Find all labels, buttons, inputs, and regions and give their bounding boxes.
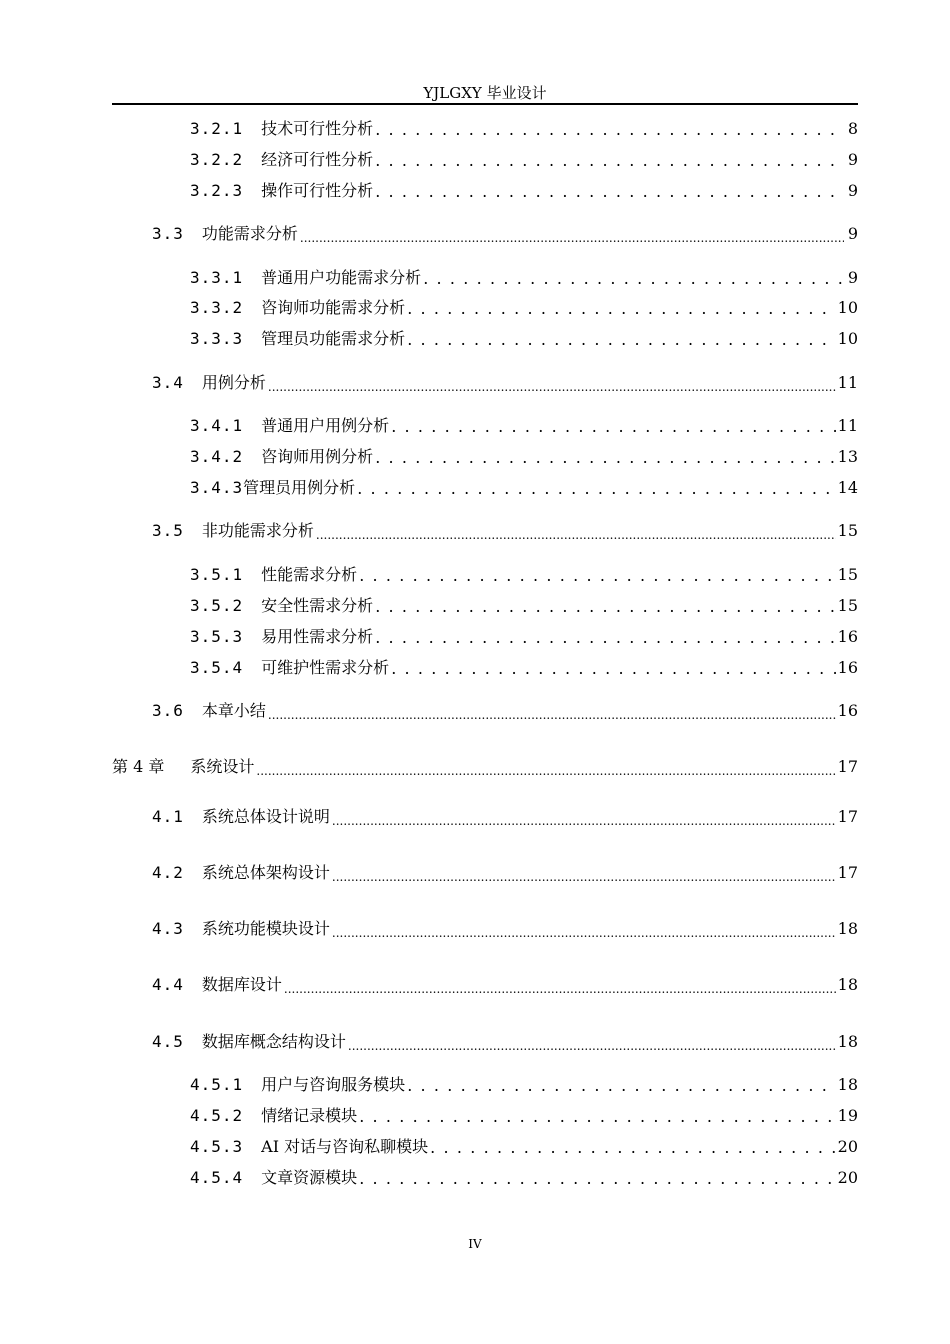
toc-leader-dots <box>375 446 835 468</box>
toc-entry[interactable] <box>152 700 858 722</box>
page-number: IV <box>468 1237 482 1251</box>
toc-entry-page: 18 <box>837 919 858 938</box>
toc-leader-dots <box>332 918 836 940</box>
toc-entry-title: 用户与咨询服务模块 <box>261 1075 406 1094</box>
toc-entry[interactable] <box>190 415 858 437</box>
toc-entry[interactable] <box>190 149 858 171</box>
toc-entry-page: 10 <box>837 329 858 348</box>
toc-entry-title: 数据库设计 <box>201 975 282 994</box>
toc-entry-title: 管理员用例分析 <box>243 478 356 497</box>
toc-leader-dots <box>423 267 844 289</box>
toc-entry[interactable] <box>190 1074 858 1096</box>
toc-entry-number: 4.5.4 <box>190 1168 244 1187</box>
toc-leader-dots <box>375 180 844 202</box>
toc-entry-page: 9 <box>847 150 858 169</box>
toc-entry-title: 文章资源模块 <box>261 1168 358 1187</box>
toc-entry-number: 3.2.3 <box>190 181 244 200</box>
toc-entry[interactable] <box>152 862 858 884</box>
toc-entry[interactable] <box>190 180 858 202</box>
toc-entry-page: 18 <box>837 975 858 994</box>
toc-entry-title: 非功能需求分析 <box>201 521 314 540</box>
toc-leader-dots <box>300 223 844 245</box>
toc-entry-title: 功能需求分析 <box>201 224 298 243</box>
toc-entry-number: 3.2.2 <box>190 150 244 169</box>
toc-entry-number: 3.3.3 <box>190 329 244 348</box>
toc-entry-page: 9 <box>847 224 858 243</box>
toc-entry-page: 20 <box>837 1137 858 1156</box>
toc-entry-number: 3.3 <box>152 224 184 243</box>
toc-entry[interactable] <box>190 328 858 350</box>
toc-entry-page: 9 <box>847 181 858 200</box>
toc-entry-title: 情绪记录模块 <box>261 1106 358 1125</box>
toc-entry[interactable] <box>190 297 858 319</box>
toc-entry-title: 咨询师用例分析 <box>261 447 374 466</box>
toc-entry[interactable] <box>190 446 858 468</box>
toc-entry[interactable] <box>152 223 858 245</box>
toc-leader-dots <box>375 595 835 617</box>
toc-leader-dots <box>332 806 836 828</box>
toc-entry[interactable] <box>190 1136 858 1158</box>
toc-leader-dots <box>256 756 835 778</box>
toc-leader-dots <box>391 657 835 679</box>
toc-entry-page: 8 <box>847 119 858 138</box>
toc-entry-title: 技术可行性分析 <box>261 119 374 138</box>
toc-leader-dots <box>375 118 844 140</box>
toc-leader-dots <box>391 415 835 437</box>
toc-entry-number: 3.6 <box>152 701 184 720</box>
toc-entry[interactable] <box>190 595 858 617</box>
toc-chapter-entry[interactable] <box>112 756 858 778</box>
toc-entry-title: 操作可行性分析 <box>261 181 374 200</box>
toc-entry-page: 13 <box>837 447 858 466</box>
toc-entry-title: 普通用户用例分析 <box>261 416 390 435</box>
toc-entry-title: 经济可行性分析 <box>261 150 374 169</box>
toc-entry-number: 第 4 章 <box>112 757 165 776</box>
toc-entry[interactable] <box>152 1031 858 1053</box>
toc-entry-title: 安全性需求分析 <box>261 596 374 615</box>
toc-entry-title: 用例分析 <box>201 373 266 392</box>
toc-entry-page: 16 <box>837 701 858 720</box>
toc-entry-title: 本章小结 <box>201 701 266 720</box>
toc-leader-dots <box>332 862 836 884</box>
toc-leader-dots <box>375 149 844 171</box>
toc-entry[interactable] <box>190 1105 858 1127</box>
toc-entry-title: 系统总体架构设计 <box>201 863 330 882</box>
toc-entry-title: 数据库概念结构设计 <box>201 1032 346 1051</box>
toc-leader-dots <box>357 477 835 499</box>
toc-entry[interactable] <box>190 267 858 289</box>
toc-entry-page: 15 <box>837 596 858 615</box>
toc-entry-page: 17 <box>837 807 858 826</box>
toc-entry-number: 3.4.2 <box>190 447 244 466</box>
toc-entry-number: 3.4.1 <box>190 416 244 435</box>
toc-entry-page: 11 <box>837 373 858 392</box>
toc-entry[interactable] <box>190 626 858 648</box>
toc-entry-page: 19 <box>837 1106 858 1125</box>
toc-leader-dots <box>359 564 835 586</box>
toc-entry[interactable] <box>190 1167 858 1189</box>
toc-entry-title: 管理员功能需求分析 <box>261 329 406 348</box>
toc-leader-dots <box>284 974 836 996</box>
toc-leader-dots <box>407 328 835 350</box>
toc-entry-title: 系统功能模块设计 <box>201 919 330 938</box>
toc-entry-number: 4.2 <box>152 863 184 882</box>
toc-entry[interactable] <box>190 657 858 679</box>
toc-entry[interactable] <box>152 520 858 542</box>
toc-entry-page: 18 <box>837 1032 858 1051</box>
toc-entry[interactable] <box>190 118 858 140</box>
toc-entry-title: 普通用户功能需求分析 <box>261 268 422 287</box>
toc-entry-page: 9 <box>847 268 858 287</box>
toc-entry-number: 3.5.2 <box>190 596 244 615</box>
toc-leader-dots <box>348 1031 836 1053</box>
toc-entry-title: AI 对话与咨询私聊模块 <box>261 1137 429 1156</box>
toc-entry-page: 15 <box>837 521 858 540</box>
toc-entry-number: 3.5.3 <box>190 627 244 646</box>
toc-leader-dots <box>407 297 835 319</box>
toc-entry[interactable] <box>152 918 858 940</box>
toc-leader-dots <box>268 372 836 394</box>
toc-entry-number: 4.1 <box>152 807 184 826</box>
toc-entry-title: 可维护性需求分析 <box>261 658 390 677</box>
toc-entry[interactable] <box>152 806 858 828</box>
toc-entry-number: 4.5.3 <box>190 1137 244 1156</box>
toc-entry-page: 15 <box>837 565 858 584</box>
toc-entry-number: 4.5 <box>152 1032 184 1051</box>
toc-entry-page: 17 <box>837 757 858 776</box>
toc-entry-number: 4.4 <box>152 975 184 994</box>
toc-entry-page: 16 <box>837 627 858 646</box>
toc-leader-dots <box>359 1105 835 1127</box>
toc-entry-page: 16 <box>837 658 858 677</box>
toc-leader-dots <box>359 1167 835 1189</box>
toc-leader-dots <box>268 700 836 722</box>
toc-entry-number: 3.2.1 <box>190 119 244 138</box>
toc-entry-title: 易用性需求分析 <box>261 627 374 646</box>
toc-entry-page: 11 <box>837 416 858 435</box>
toc-entry-title: 性能需求分析 <box>261 565 358 584</box>
page-header: YJLGXY 毕业设计 <box>423 84 547 102</box>
toc-entry-number: 4.5.2 <box>190 1106 244 1125</box>
toc-entry[interactable] <box>190 564 858 586</box>
toc-entry-title: 系统总体设计说明 <box>201 807 330 826</box>
toc-entry[interactable] <box>152 372 858 394</box>
toc-entry-number: 3.3.2 <box>190 298 244 317</box>
toc-entry-page: 20 <box>837 1168 858 1187</box>
toc-entry-title: 咨询师功能需求分析 <box>261 298 406 317</box>
toc-entry-number: 3.5.4 <box>190 658 244 677</box>
toc-entry-title: 系统设计 <box>190 757 255 776</box>
toc-entry[interactable] <box>190 477 858 499</box>
toc-entry-number: 3.5 <box>152 521 184 540</box>
toc-entry[interactable] <box>152 974 858 996</box>
toc-entry-number: 3.3.1 <box>190 268 244 287</box>
toc-entry-page: 10 <box>837 298 858 317</box>
toc-entry-number: 3.4.3 <box>190 478 244 497</box>
toc-leader-dots <box>430 1136 836 1158</box>
toc-leader-dots <box>407 1074 835 1096</box>
toc-entry-number: 3.5.1 <box>190 565 244 584</box>
toc-entry-page: 18 <box>837 1075 858 1094</box>
toc-entry-number: 4.3 <box>152 919 184 938</box>
toc-leader-dots <box>316 520 836 542</box>
toc-entry-number: 3.4 <box>152 373 184 392</box>
toc-leader-dots <box>375 626 835 648</box>
toc-entry-page: 14 <box>837 478 858 497</box>
toc-entry-number: 4.5.1 <box>190 1075 244 1094</box>
toc-entry-page: 17 <box>837 863 858 882</box>
